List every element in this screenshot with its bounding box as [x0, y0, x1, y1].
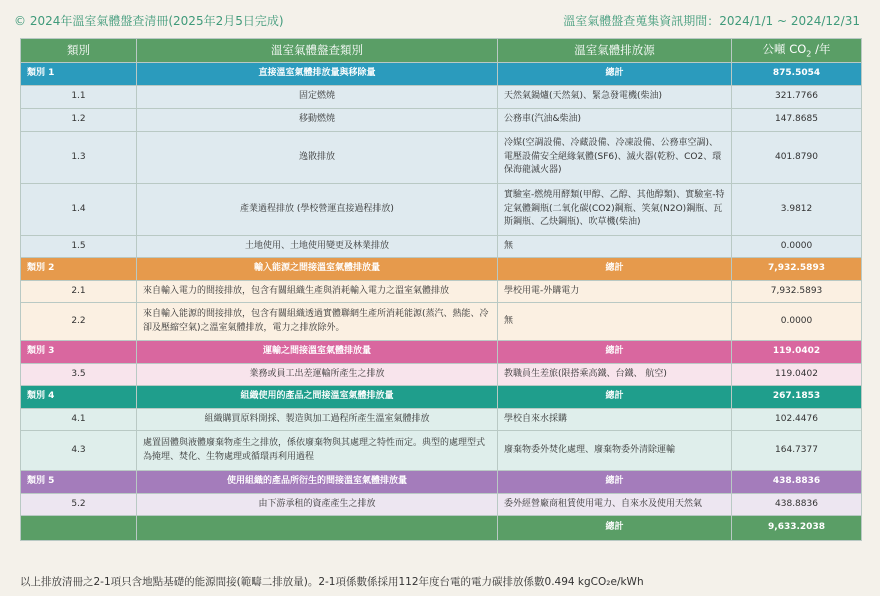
row-value: 3.9812: [732, 184, 862, 236]
row-value: 7,932.5893: [732, 281, 862, 303]
row-id: 1.1: [21, 86, 137, 109]
row-source: 無: [498, 236, 732, 258]
row-source: 委外經營廠商租賃使用電力、自來水及使用天然氣: [498, 494, 732, 516]
row-value: 0.0000: [732, 236, 862, 258]
category-name: 使用組織的產品所衍生的間接溫室氣體排放量: [137, 471, 498, 494]
row-source: 廢棄物委外焚化處理、廢棄物委外清除運輸: [498, 431, 732, 471]
table-row: [21, 303, 862, 341]
row-value: 401.8790: [732, 132, 862, 184]
table-row: [21, 184, 862, 236]
row-name: 來自輸入電力的間接排放，包含有關組織生產與消耗輸入電力之溫室氣體排放: [137, 281, 498, 303]
category-row: [21, 471, 862, 494]
table-row: [21, 109, 862, 132]
row-id: 1.2: [21, 109, 137, 132]
row-name: 來自輸入能源的間接排放，包含有關組織透過實體聯網生產所消耗能源(蒸汽、熱能、冷卻及壓縮空氣)之溫室氣體排放，電力之排放除外。: [137, 303, 498, 341]
grand-total-value: 9,633.2038: [732, 516, 862, 541]
row-name: 固定燃燒: [137, 86, 498, 109]
footnote: 以上排放清冊之2-1項只含地點基礎的能源間接(範疇二排放量)。2-1項係數係採用112年度台電的電力碳排放係數0.494 kgCO₂e/kWh: [20, 576, 644, 588]
inventory-title: © 2024年溫室氣體盤查清冊(2025年2月5日完成): [14, 14, 284, 28]
table-row: [21, 494, 862, 516]
row-name: 組織購買原料開採、製造與加工過程所產生溫室氣體排放: [137, 409, 498, 431]
category-name: 輸入能源之間接溫室氣體排放量: [137, 258, 498, 281]
category-value: 875.5054: [732, 63, 862, 86]
row-value: 321.7766: [732, 86, 862, 109]
row-name: 處置固體與液體廢棄物產生之排放，係依廢棄物與其處理之特性而定。典型的處理型式為掩埋、焚化、生物處理或循環再利用過程: [137, 431, 498, 471]
row-id: 5.2: [21, 494, 137, 516]
row-value: 0.0000: [732, 303, 862, 341]
row-value: 147.8685: [732, 109, 862, 132]
table-header-row: [21, 39, 862, 63]
table-row: [21, 236, 862, 258]
category-source: 總計: [498, 386, 732, 409]
row-id: 3.5: [21, 364, 137, 386]
row-source: 教職員生差旅(限搭乘高鐵、台鐵、 航空): [498, 364, 732, 386]
category-name: 運輸之間接溫室氣體排放量: [137, 341, 498, 364]
category-label: 類別 4: [21, 386, 137, 409]
row-source: 天然氣鍋爐(天然氣)、緊急發電機(柴油): [498, 86, 732, 109]
row-source: 公務車(汽油&柴油): [498, 109, 732, 132]
grand-total-label: 總計: [498, 516, 732, 541]
row-name: 土地使用、土地使用變更及林業排放: [137, 236, 498, 258]
page-header: [14, 12, 866, 30]
col-header-emission-source: 溫室氣體排放源: [498, 39, 732, 63]
category-label: 類別 5: [21, 471, 137, 494]
row-value: 164.7377: [732, 431, 862, 471]
table-row: [21, 86, 862, 109]
row-id: 1.4: [21, 184, 137, 236]
category-name: 組織使用的產品之間接溫室氣體排放量: [137, 386, 498, 409]
row-name: 逸散排放: [137, 132, 498, 184]
table-row: [21, 132, 862, 184]
row-name: 產業過程排放 (學校營運直接過程排放): [137, 184, 498, 236]
category-value: 438.8836: [732, 471, 862, 494]
category-value: 7,932.5893: [732, 258, 862, 281]
col-header-tonnes-co2: 公噸 $CO_2$ /年: [732, 39, 862, 63]
row-value: 119.0402: [732, 364, 862, 386]
row-name: 由下游承租的資產產生之排放: [137, 494, 498, 516]
row-value: 438.8836: [732, 494, 862, 516]
category-source: 總計: [498, 63, 732, 86]
category-row: [21, 258, 862, 281]
row-id: 2.1: [21, 281, 137, 303]
category-source: 總計: [498, 258, 732, 281]
col-header-category: 類別: [21, 39, 137, 63]
category-row: [21, 386, 862, 409]
row-name: 移動燃燒: [137, 109, 498, 132]
category-name: 直接溫室氣體排放量與移除量: [137, 63, 498, 86]
category-row: [21, 341, 862, 364]
row-source: 冷媒(空調設備、冷藏設備、冷凍設備、公務車空調)、電壓設備安全絕緣氣體(SF6)、滅火器(乾粉、CO2、環保海龍滅火器): [498, 132, 732, 184]
category-row: [21, 63, 862, 86]
category-label: 類別 1: [21, 63, 137, 86]
row-source: 無: [498, 303, 732, 341]
category-value: 119.0402: [732, 341, 862, 364]
category-label: 類別 3: [21, 341, 137, 364]
row-id: 1.3: [21, 132, 137, 184]
inventory-period: 溫室氣體盤查蒐集資訊期間：2024/1/1 ~ 2024/12/31: [563, 14, 860, 28]
category-label: 類別 2: [21, 258, 137, 281]
row-id: 1.5: [21, 236, 137, 258]
table-row: [21, 281, 862, 303]
col-header-inventory-type: 溫室氣體盤查類別: [137, 39, 498, 63]
row-name: 業務或員工出差運輸所產生之排放: [137, 364, 498, 386]
category-source: 總計: [498, 471, 732, 494]
ghg-inventory-table: [20, 38, 862, 541]
row-source: 學校自來水採購: [498, 409, 732, 431]
row-id: 4.1: [21, 409, 137, 431]
table-row: [21, 431, 862, 471]
row-id: 4.3: [21, 431, 137, 471]
table-row: [21, 364, 862, 386]
category-value: 267.1853: [732, 386, 862, 409]
row-source: 學校用電-外購電力: [498, 281, 732, 303]
category-source: 總計: [498, 341, 732, 364]
grand-total-row: [21, 516, 862, 541]
row-source: 實驗室-燃燒用酵類(甲醇、乙醇、其他醇類)、實驗室-特定氣體鋼瓶(二氧化碳(CO2)鋼瓶、笑氣(N2O)鋼瓶、瓦斯鋼瓶、乙炔鋼瓶)、吹草機(柴油): [498, 184, 732, 236]
table-row: [21, 409, 862, 431]
row-value: 102.4476: [732, 409, 862, 431]
row-id: 2.2: [21, 303, 137, 341]
